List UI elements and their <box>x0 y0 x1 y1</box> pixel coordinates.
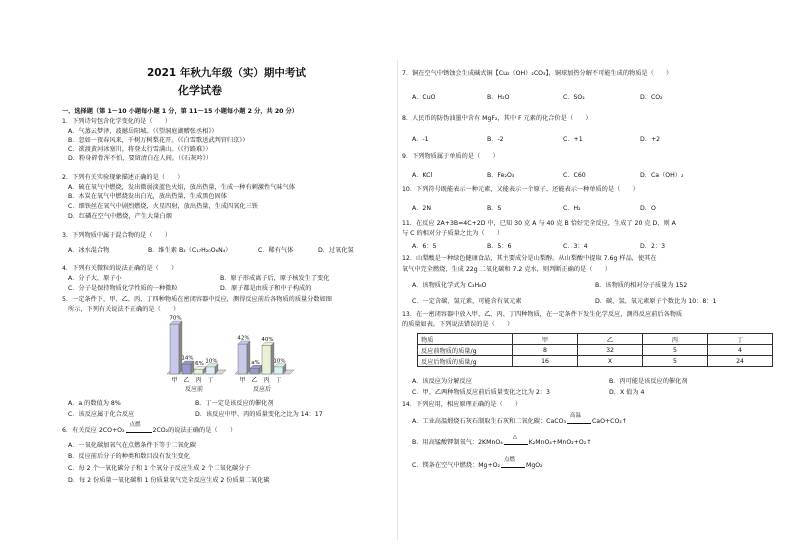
q5-stem-line1: 5．一定条件下，甲、乙、丙、丁四种物质在密闭容器中反应，测得反应前后各物质的质量分数如图 <box>62 296 332 303</box>
chart-data-label: a% <box>251 359 260 366</box>
q7-stem: 7．铜在空气中锈蚀会生成碱式铜【Cu₂（OH）₂CO₃】，铜球加热分解不可能生成的物质是（ ） <box>402 70 673 77</box>
q14-a-post: CaO+CO₂↑ <box>591 418 627 425</box>
q10-stem: 10．下列符号既能表示一种元素，又能表示一个原子，还能表示一种单质的是（ ） <box>402 186 639 193</box>
table-header-cell: 甲 <box>513 334 578 345</box>
chart-bar <box>238 344 247 374</box>
q14-option-a <box>412 413 627 426</box>
q9-option-d: D．Ca（OH）₂ <box>640 172 684 179</box>
chart-bar-side <box>179 321 182 374</box>
chart-caption: 反应后 <box>252 386 272 393</box>
q6-option-d: D．每 2 份质量一氧化碳和 1 份质量氧气完全反应生成 2 份质量二氧化碳 <box>68 477 270 484</box>
q13-option-b: B．丙可能是该反应的催化剂 <box>609 378 688 385</box>
q1-option-b: B．忽如一夜春风来，千树万树梨花开。（《白雪歌送武判官归京》） <box>68 137 249 144</box>
chart-data-label: 6% <box>195 361 204 368</box>
q1-stem: 1．下列诗句包含化学变化的是（ ） <box>62 118 172 125</box>
q9-stem: 9．下列物质属于单质的是（ ） <box>402 153 499 160</box>
q14-c-post: MgO₂ <box>526 462 543 469</box>
table-cell: 32 <box>578 345 643 356</box>
table-cell: 5 <box>643 345 708 356</box>
q6-stem-post: 2CO₂的说法正确的是（ ） <box>152 427 237 434</box>
q8-option-c: C．+1 <box>563 136 583 143</box>
chart-bar <box>250 368 259 374</box>
table-cell: 4 <box>708 345 773 356</box>
q7-option-d: D．CO₂ <box>640 94 663 101</box>
q6-option-b: B．反应前后分子的种类和数目没有发生变化 <box>68 453 190 460</box>
q8-option-b: B．-2 <box>487 136 504 143</box>
q14-c-condition: 点燃 <box>504 457 516 463</box>
table-header-row <box>418 334 773 345</box>
q14-b-pre: B．用高锰酸钾制氧气：2KMnO₄ <box>412 439 503 446</box>
chart-category-label: 丁 <box>207 377 214 384</box>
q13-data-table <box>417 333 773 367</box>
q6-condition: 点燃 <box>129 422 141 428</box>
table-header-cell: 丁 <box>708 334 773 345</box>
chart-bar <box>194 370 203 374</box>
q14-b-arrow <box>503 434 529 447</box>
q12-option-b: B．该物质的相对分子质量为 152 <box>595 282 688 289</box>
q3-option-b: B．维生素 B₂（C₁₇H₂₀O₆N₄） <box>148 247 232 254</box>
chart-data-label: 14% <box>181 355 194 362</box>
q11-option-a: A．6：5 <box>412 243 437 250</box>
chart-bar <box>206 367 215 374</box>
q13-option-a: A．该反应为分解反应 <box>412 378 472 385</box>
table-cell: 5 <box>643 356 708 367</box>
chart-data-label: 42% <box>237 335 250 342</box>
q14-c-arrow <box>500 457 526 470</box>
q8-option-a: A．-1 <box>412 136 429 143</box>
table-cell: 24 <box>708 356 773 367</box>
q6-condition-arrow <box>125 422 153 435</box>
q9-option-c: C．C60 <box>563 172 586 179</box>
q4-option-b: B．原子形成离子后，原子核发生了变化 <box>220 275 330 282</box>
q5-option-c: C．该反应属于化合反应 <box>68 411 135 418</box>
q13-option-d: D．X 值为 4 <box>609 389 645 396</box>
table-cell: X <box>578 356 643 367</box>
q3-stem: 3．下列物质中属于混合物的是（ ） <box>62 232 172 239</box>
q10-option-c: C．H₂ <box>563 205 581 212</box>
q14-b-post: K₂MnO₄+MnO₂+O₂↑ <box>528 439 592 446</box>
q12-stem-line2: 氧气中完全燃烧，生成 22g 二氧化碳和 7.2 克水，则判断正确的是（ ） <box>402 266 611 273</box>
q2-option-d: D．红磷在空气中燃烧，产生大量白烟 <box>68 213 172 220</box>
chart-data-label: 10% <box>273 358 286 365</box>
q9-option-a: A．KCl <box>412 172 433 179</box>
q10-option-b: B．S <box>487 205 502 212</box>
q2-option-a: A．硫在氧气中燃烧，发出微弱淡蓝色火焰，放出热量，生成一种有刺激性气味气体 <box>68 184 295 191</box>
table-cell: 反应后物质的质量/g <box>418 356 513 367</box>
chart-caption: 反应前 <box>184 386 204 393</box>
q4-option-d: D．原子都是由质子和中子构成的 <box>220 285 312 292</box>
exam-subtitle: 化学试卷 <box>178 84 222 97</box>
chart-category-label: 甲 <box>171 377 178 384</box>
chart-data-label: 70% <box>169 315 182 322</box>
q3-option-d: D．过氧化氢 <box>318 247 354 254</box>
right-column <box>397 0 794 550</box>
q2-stem: 2．下列有关实验现象描述正确的是（ ） <box>62 174 184 181</box>
q4-option-c: C．分子是保持物质化学性质的一种微粒 <box>68 285 178 292</box>
chart-category-label: 乙 <box>183 377 190 384</box>
q3-option-c: C．稀有气体 <box>258 247 294 254</box>
q14-option-b <box>412 434 592 447</box>
q7-option-b: B．H₂O <box>487 94 510 101</box>
q6-stem-pre: 6．有关反应 2CO+O₂ <box>62 427 125 434</box>
q14-a-pre: A．工业高温煅烧石灰石制取生石灰和二氧化碳：CaCO₃ <box>412 418 566 425</box>
table-cell: 16 <box>513 356 578 367</box>
q1-option-c: C．欲渡黄河冰塞川，将登太行雪满山。（《行路难》） <box>68 146 212 153</box>
q4-stem: 4．下列有关微粒的说法正确的是（ ） <box>62 265 178 272</box>
table-cell: 8 <box>513 345 578 356</box>
chart-category-label: 丁 <box>275 377 282 384</box>
chart-bar-side <box>247 341 250 374</box>
chart-data-label: 10% <box>205 358 218 365</box>
q12-option-a: A．该物质化学式为 C₃H₈O <box>412 282 487 289</box>
table-header-cell: 丙 <box>643 334 708 345</box>
q6-option-a: A．一氧化碳加氧气在点燃条件下等于二氧化碳 <box>68 442 196 449</box>
q10-option-d: D．O <box>640 205 656 212</box>
q14-a-arrow <box>566 413 592 426</box>
chart-bar <box>274 367 283 374</box>
q8-stem: 8．人民币的防伪油墨中含有 MgF₂，其中 F 元素的化合价是（ ） <box>402 115 592 122</box>
table-header-cell: 乙 <box>578 334 643 345</box>
q4-option-a: A．分子大，原子小 <box>68 275 122 282</box>
q9-option-b: B．Fe₂O₃ <box>487 172 515 179</box>
chart-bar <box>262 345 271 374</box>
q5-stem-line2: 所示，下列有关说法不正确的是（ ） <box>68 306 180 313</box>
q13-stem-line1: 13．在一密闭容器中放入甲、乙、丙、丁四种物质，在一定条件下发生化学反应，测得反应前后各物质 <box>402 311 683 318</box>
exam-title: 2021 年秋九年级（实）期中考试 <box>147 67 306 79</box>
table-row <box>418 356 773 367</box>
q2-option-c: C．细铁丝在氧气中剧烈燃烧，火星四射，放出热量，生成四氧化三铁 <box>68 203 258 210</box>
q14-stem: 14．下列应用，相应原理正确的是（ ） <box>402 401 522 408</box>
q1-option-a: A．气蒸云梦泽，波撼岳阳城。（《望洞庭湖赠张丞相》） <box>68 128 218 135</box>
q5-bar-charts <box>160 312 310 402</box>
q14-a-condition: 高温 <box>569 413 581 419</box>
table-header-cell: 物质 <box>418 334 513 345</box>
q7-option-c: C．SO₂ <box>563 94 585 101</box>
q13-option-c: C．甲、乙两种物质反应前后质量变化之比为 2：3 <box>412 389 550 396</box>
q11-option-c: C．3：4 <box>563 243 588 250</box>
chart-category-label: 丙 <box>195 377 202 384</box>
q11-option-b: B．5：6 <box>487 243 512 250</box>
q12-option-c: C．一定含碳、氢元素，可能含有氧元素 <box>412 298 522 305</box>
q1-option-d: D．粉身碎骨浑不怕，要留清白在人间。（《石灰吟》） <box>68 155 212 162</box>
q3-option-a: A．冰水混合物 <box>68 247 110 254</box>
q12-option-d: D．碳、氢、氧元素原子个数比为 10：8：1 <box>595 298 717 305</box>
q5-option-d: D．该反应中甲、丙的质量变化之比为 14：17 <box>195 411 323 418</box>
q6-stem <box>62 422 237 435</box>
q11-stem-line2: 与 C 的相对分子质量之比为（ ） <box>402 230 504 237</box>
section-heading: 一、选择题（第 1～10 小题每小题 1 分，第 11～15 小题每小题 2 分，共 20 分） <box>62 108 298 115</box>
table-cell: 反应前物质的质量/g <box>418 345 513 356</box>
q8-option-d: D．+2 <box>640 136 661 143</box>
q12-stem-line1: 12．山梨酸是一种绿色健康食品，其主要成分是山梨醇。从山梨酸中提取 7.6g 样品，使其在 <box>402 255 657 262</box>
chart-category-label: 乙 <box>251 377 258 384</box>
q14-b-condition: △ <box>512 434 517 440</box>
q14-c-pre: C．镁条在空气中燃烧：Mg+O₂ <box>412 462 500 469</box>
q5-option-b: B．丁一定是该反应的催化剂 <box>195 400 274 407</box>
q14-option-c <box>412 457 543 470</box>
chart-bar <box>182 364 191 374</box>
q13-stem-line2: 的质量如表。下列说法错误的是（ ） <box>402 321 514 328</box>
q6-option-c: C．每 2 个一氧化碳分子和 1 个氧分子反应生成 2 个二氧化碳分子 <box>68 465 251 472</box>
q2-option-b: B．木炭在氧气中燃烧发出白光，放出热量，生成黑色固体 <box>68 193 227 200</box>
chart-bar <box>170 324 179 374</box>
q11-stem-line1: 11．在反应 2A+3B=4C+2D 中，已知 30 克 A 与 40 克 B 恰好完全反应，生成了 20 克 D，则 A <box>402 220 676 227</box>
chart-category-label: 甲 <box>239 377 246 384</box>
q10-option-a: A．2N <box>412 205 431 212</box>
table-row <box>418 345 773 356</box>
q11-option-d: D．2：3 <box>640 243 666 250</box>
chart-category-label: 丙 <box>263 377 270 384</box>
chart-data-label: 40% <box>261 336 274 343</box>
q5-option-a: A．a 的数值为 8% <box>68 400 121 407</box>
q7-option-a: A．CuO <box>412 94 436 101</box>
